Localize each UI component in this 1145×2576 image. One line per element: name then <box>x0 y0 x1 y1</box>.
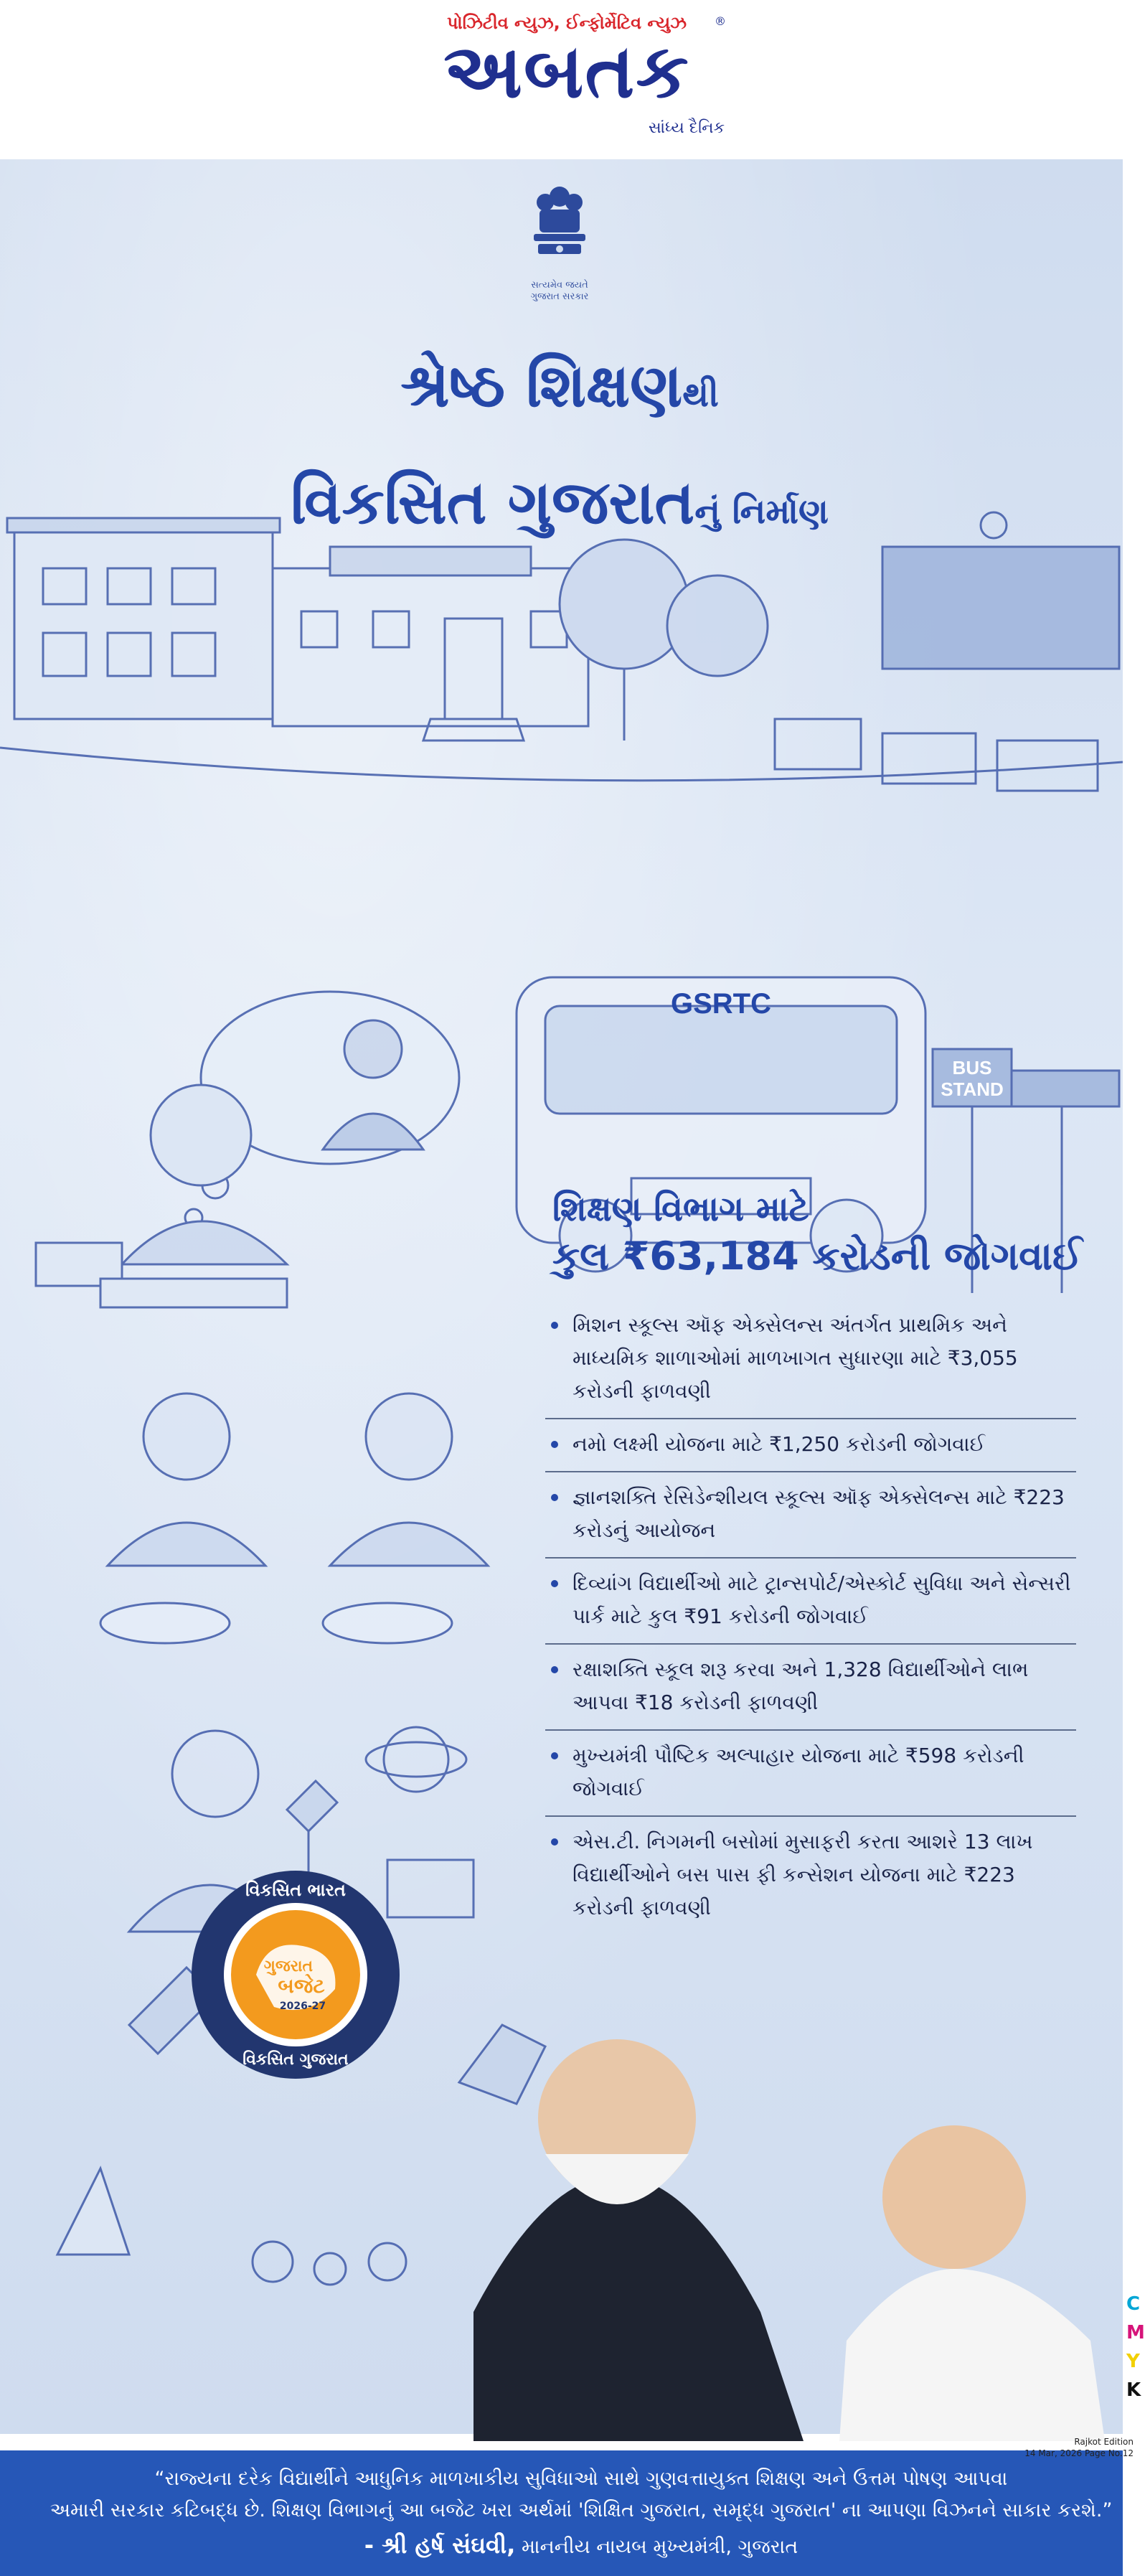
bullet-item <box>545 1645 1076 1731</box>
emblem-motto: સત્યમેવ જયતે <box>531 280 588 291</box>
bullet-item <box>545 1472 1076 1559</box>
minister-quote <box>43 2463 1119 2526</box>
portrait-right <box>839 2269 1105 2441</box>
section-title-line-1: શિક્ષણ વિભાગ માટે <box>552 1189 809 1229</box>
atom-icon <box>384 1727 448 1792</box>
headline-line-2-suffix: નું નિર્માણ <box>694 492 829 532</box>
edition-info <box>1004 2436 1134 2459</box>
headline-line-1-main: શ્રેષ્ઠ શિક્ષણ <box>400 350 683 420</box>
quote-signature <box>43 2529 1119 2563</box>
edition-date-page: 14 Mar, 2026 Page No.12 <box>1024 2448 1134 2458</box>
classroom-blackboard <box>882 547 1119 669</box>
bullet-text: રક્ષાશક્તિ સ્કૂલ શરૂ કરવા અને 1,328 વિદ્યાર્થીઓને લાભ આપવા ₹18 કરોડની ફાળવણી <box>572 1658 1029 1714</box>
bullet-item <box>545 1731 1076 1817</box>
bullet-dot-icon <box>551 1580 558 1587</box>
bullet-dot-icon <box>551 1666 558 1673</box>
quote-line-2: અમારી સરકાર કટિબદ્ધ છે. શિક્ષણ વિભાગનું આ બજેટ ખરા અર્થમાં 'શિક્ષિત ગુજરાત, સમૃદ્ધ ગુજરાત' ના આપણા વિઝનને સાકાર કરશે.” <box>50 2499 1113 2521</box>
quote-line-1: “રાજ્યના દરેક વિદ્યાર્થીને આધુનિક માળખાકીય સુવિધાઓ સાથે ગુણવત્તાયુક્ત શિક્ષણ અને ઉત્તમ પોષણ આપવા <box>154 2468 1008 2490</box>
cmyk-letter-c: C <box>1126 2293 1141 2315</box>
signature-name: - શ્રી હર્ષ સંઘવી, <box>364 2532 516 2559</box>
masthead-tagline: પોઝિટીવ ન્યુઝ, ઈન્ફોર્મેટિવ ન્યુઝ <box>447 13 687 33</box>
bullet-item <box>545 1300 1076 1419</box>
school-building-left <box>14 532 273 719</box>
allocation-bullet-list <box>545 1300 1076 1935</box>
signature-title: માનનીય નાયબ મુખ્યમંત્રી, ગુજરાત <box>521 2536 798 2558</box>
bullet-dot-icon <box>551 1838 558 1846</box>
bullet-item <box>545 1419 1076 1472</box>
cmyk-letter-y: Y <box>1126 2351 1140 2372</box>
emblem-government: ગુજરાત સરકાર <box>530 291 589 302</box>
newspaper-logo-title: અબતક <box>443 27 690 115</box>
bullet-item <box>545 1559 1076 1645</box>
bullet-text: એસ.ટી. નિગમની બસોમાં મુસાફરી કરતા આશરે 13 લાખ વિદ્યાર્થીઓને બસ પાસ ફી કન્સેશન યોજના માટે ₹223 કરોડની ફાળવણી <box>572 1830 1033 1919</box>
bullet-text: મુખ્યમંત્રી પૌષ્ટિક અલ્પાહાર યોજના માટે ₹598 કરોડની જોગવાઈ <box>572 1744 1024 1800</box>
bullet-text: દિવ્યાંગ વિદ્યાર્થીઓ માટે ટ્રાન્સપોર્ટ/એસ્કોર્ટ સુવિધા અને સેન્સરી પાર્ક માટે કુલ ₹91 કરોડની જોગવાઈ <box>572 1571 1071 1628</box>
bullet-text: મિશન સ્કૂલ્સ ઑફ એક્સેલન્સ અંતર્ગત પ્રાથમિક અને માધ્યમિક શાળાઓમાં માળખાગત સુધારણા માટે ₹3,055 કરોડની ફાળવણી <box>572 1313 1018 1403</box>
national-emblem-icon <box>524 181 595 260</box>
emblem-caption <box>495 280 624 303</box>
quote-footer-band <box>0 2450 1123 2576</box>
boy-with-microscope <box>172 1731 258 1817</box>
bus-label-gsrtc: GSRTC <box>671 988 771 1020</box>
gujarat-budget-badge <box>188 1867 403 2082</box>
badge-center-2: બજેટ <box>278 1974 325 1998</box>
headline-line-1-suffix: થી <box>682 375 719 415</box>
edition-name: Rajkot Edition <box>1074 2437 1134 2447</box>
masthead-edition-label: સાંધ્ય દૈનિક <box>648 119 725 137</box>
bullet-dot-icon <box>551 1441 558 1448</box>
badge-top-text: વિકસિત ભારત <box>245 1880 346 1900</box>
badge-bottom-text: વિકસિત ગુજરાત <box>242 2051 349 2069</box>
bullet-text: નમો લક્ષ્મી યોજના માટે ₹1,250 કરોડની જોગવાઈ <box>572 1432 986 1456</box>
headline-line-2-main: વિકસિત ગુજરાત <box>291 467 695 537</box>
boy-eating <box>366 1393 452 1480</box>
bullet-text: જ્ઞાનશક્તિ રેસિડેન્શીયલ સ્કૂલ્સ ઑફ એક્સેલન્સ માટે ₹223 કરોડનું આયોજન <box>572 1485 1065 1542</box>
bus-stand-label-2: STAND <box>941 1078 1004 1100</box>
headline-line-1 <box>143 332 976 448</box>
badge-year: 2026-27 <box>279 2001 326 2012</box>
cmyk-letter-m: M <box>1126 2322 1145 2344</box>
bullet-dot-icon <box>551 1322 558 1329</box>
registered-mark: ® <box>715 14 726 28</box>
portrait-left <box>473 2176 804 2441</box>
bus-stand-label-1: BUS <box>952 1057 992 1078</box>
badge-center-1: ગુજરાત <box>263 1957 314 1975</box>
section-title-line-2: કુલ ₹63,184 કરોડની જોગવાઈ <box>552 1233 1083 1279</box>
bullet-item <box>545 1817 1076 1935</box>
girl-eating <box>143 1393 230 1480</box>
bullet-dot-icon <box>551 1752 558 1759</box>
girl-reading <box>151 1085 251 1185</box>
cmyk-letter-k: K <box>1126 2379 1141 2401</box>
bullet-dot-icon <box>551 1494 558 1501</box>
allocation-section-title <box>552 1185 1083 1280</box>
masthead <box>0 0 1141 158</box>
tree <box>560 540 689 669</box>
print-margin-strip <box>1123 159 1141 2471</box>
